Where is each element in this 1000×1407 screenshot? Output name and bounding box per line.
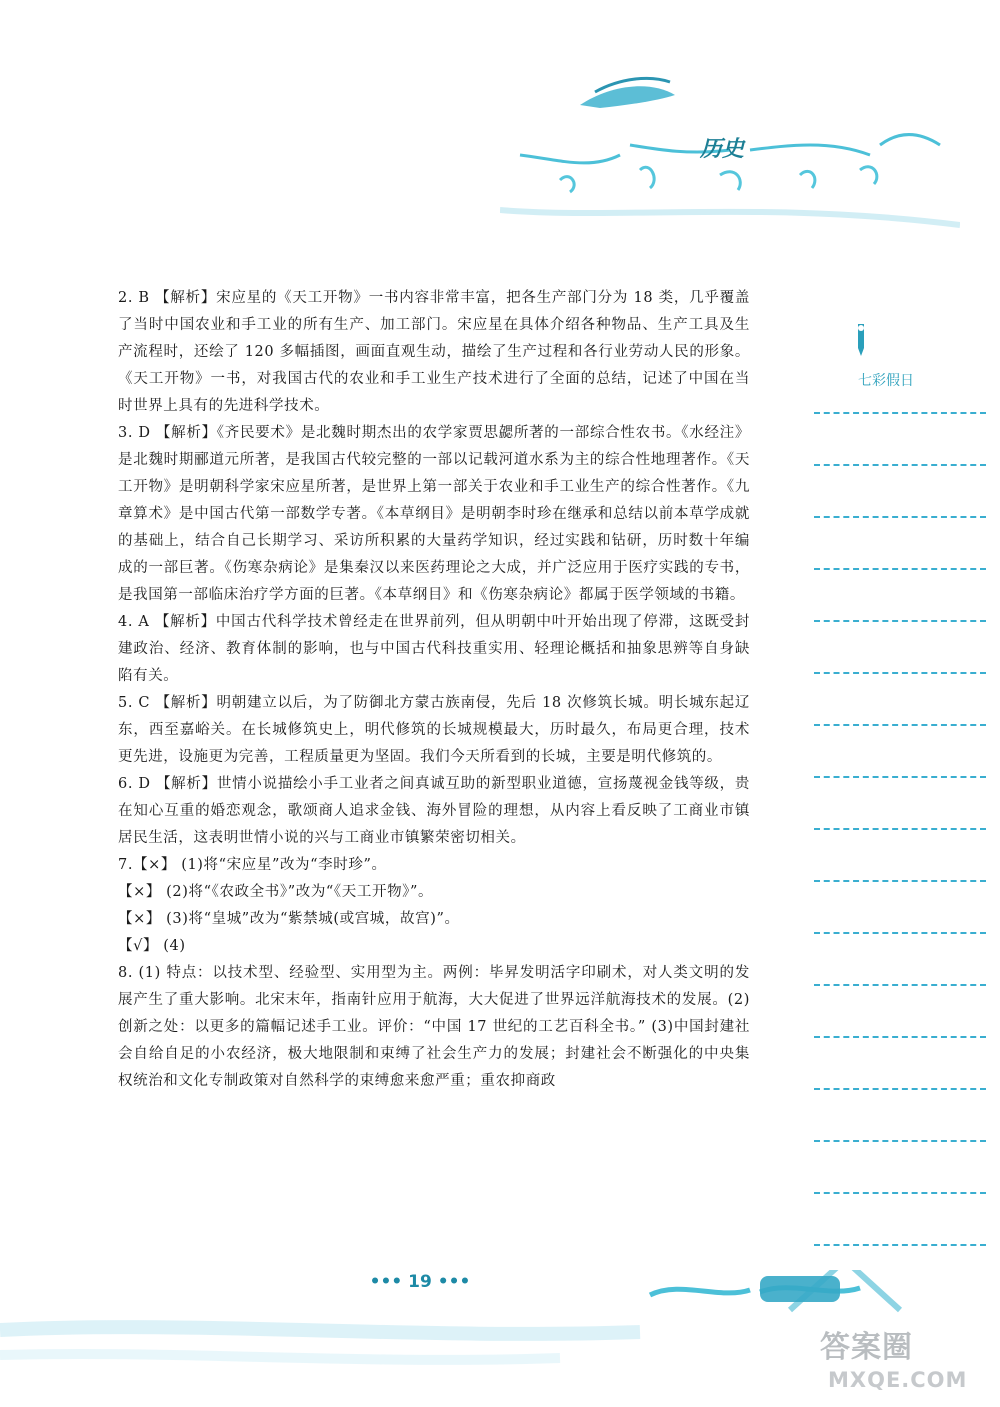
note-line <box>814 672 986 674</box>
watermark-url: MXQE.COM <box>828 1368 968 1392</box>
subject-title: 历史 <box>700 137 745 162</box>
answer-7-item-3: 【×】 (3)将“皇城”改为“紫禁城(或宫城，故宫)”。 <box>118 911 460 927</box>
note-line <box>814 880 986 882</box>
note-line <box>814 724 986 726</box>
note-line <box>814 1088 986 1090</box>
page-number: ••• 19 ••• <box>369 1272 471 1292</box>
answer-content <box>118 285 750 1095</box>
brand-label: 七彩假日 <box>858 373 914 389</box>
pen-icon <box>852 322 870 362</box>
answer-6: 6. D 【解析】世情小说描绘小手工业者之间真诚互助的新型职业道德，宣扬蔑视金钱等级，贵在知心互重的婚恋观念，歌颂商人追求金钱、海外冒险的理想，从内容上看反映了工商业市镇居民生活，这表明世情小说的兴与工商业市镇繁荣密切相关。 <box>118 776 750 846</box>
note-line <box>814 1036 986 1038</box>
note-line <box>814 776 986 778</box>
note-line <box>814 1244 986 1246</box>
note-line <box>814 412 986 414</box>
note-line <box>814 1192 986 1194</box>
watermark: 答案圈 <box>820 1330 913 1365</box>
note-line <box>814 1140 986 1142</box>
note-line <box>814 464 986 466</box>
note-line <box>814 828 986 830</box>
note-line <box>814 984 986 986</box>
answer-4: 4. A 【解析】中国古代科学技术曾经走在世界前列，但从明朝中叶开始出现了停滞，这既受封建政治、经济、教育体制的影响，也与中国古代科技重实用、轻理论概括和抽象思辨等自身缺陷有关。 <box>118 614 750 684</box>
note-line <box>814 568 986 570</box>
note-line <box>814 516 986 518</box>
answer-3: 3. D 【解析】《齐民要术》是北魏时期杰出的农学家贾思勰所著的一部综合性农书。《水经注》是北魏时期郦道元所著，是我国古代较完整的一部以记载河道水系为主的综合性地理著作。《天工开物》是明朝科学家宋应星所著，是世界上第一部关于农业和手工业生产的综合性著作。《九章算术》是中国古代第一部数学专著。《本草纲目》是明朝李时珍在继承和总结以前本草学成就的基础上，结合自己长期学习、采访所积累的大量药学知识，经过实践和钻研，历时数十年编成的一部巨著。《伤寒杂病论》是集秦汉以来医药理论之大成，并广泛应用于医疗实践的专书，是我国第一部临床治疗学方面的巨著。《本草纲目》和《伤寒杂病论》都属于医学领域的书籍。 <box>118 425 750 603</box>
answer-2: 2. B 【解析】宋应星的《天工开物》一书内容非常丰富，把各生产部门分为 18 类，几乎覆盖了当时中国农业和手工业的所有生产、加工部门。宋应星在具体介绍各种物品、生产工具及生产流程时，还绘了 120 多幅插图，画面直观生动，描绘了生产过程和各行业劳动人民的形象。《天工开物》一书，对我国古代的农业和手工业生产技术进行了全面的总结，记述了中国在当时世界上具有的先进科学技术。 <box>118 290 750 414</box>
answer-5: 5. C 【解析】明朝建立以后，为了防御北方蒙古族南侵，先后 18 次修筑长城。明长城东起辽东，西至嘉峪关。在长城修筑史上，明代修筑的长城规模最大，历时最久，布局更合理，技术更先进，设施更为完善，工程质量更为坚固。我们今天所看到的长城，主要是明代修筑的。 <box>118 695 750 765</box>
answer-8: 8. (1) 特点：以技术型、经验型、实用型为主。两例：毕昇发明活字印刷术，对人类文明的发展产生了重大影响。北宋末年，指南针应用于航海，大大促进了世界远洋航海技术的发展。(2)创新之处：以更多的篇幅记述手工业。评价：“中国 17 世纪的工艺百科全书。” (3)中国封建社会自给自足的小农经济，极大地限制和束缚了社会生产力的发展；封建社会不断强化的中央集权统治和文化专制政策对自然科学的束缚愈来愈严重；重农抑商政 <box>118 965 750 1089</box>
answer-7-item-2: 【×】 (2)将“《农政全书》”改为“《天工开物》”。 <box>118 884 434 900</box>
note-line <box>814 620 986 622</box>
note-line <box>814 932 986 934</box>
answer-7-item-4: 【√】 (4) <box>118 938 186 954</box>
answer-7-item-1: 7.【×】 (1)将“宋应星”改为“李时珍”。 <box>118 857 387 873</box>
